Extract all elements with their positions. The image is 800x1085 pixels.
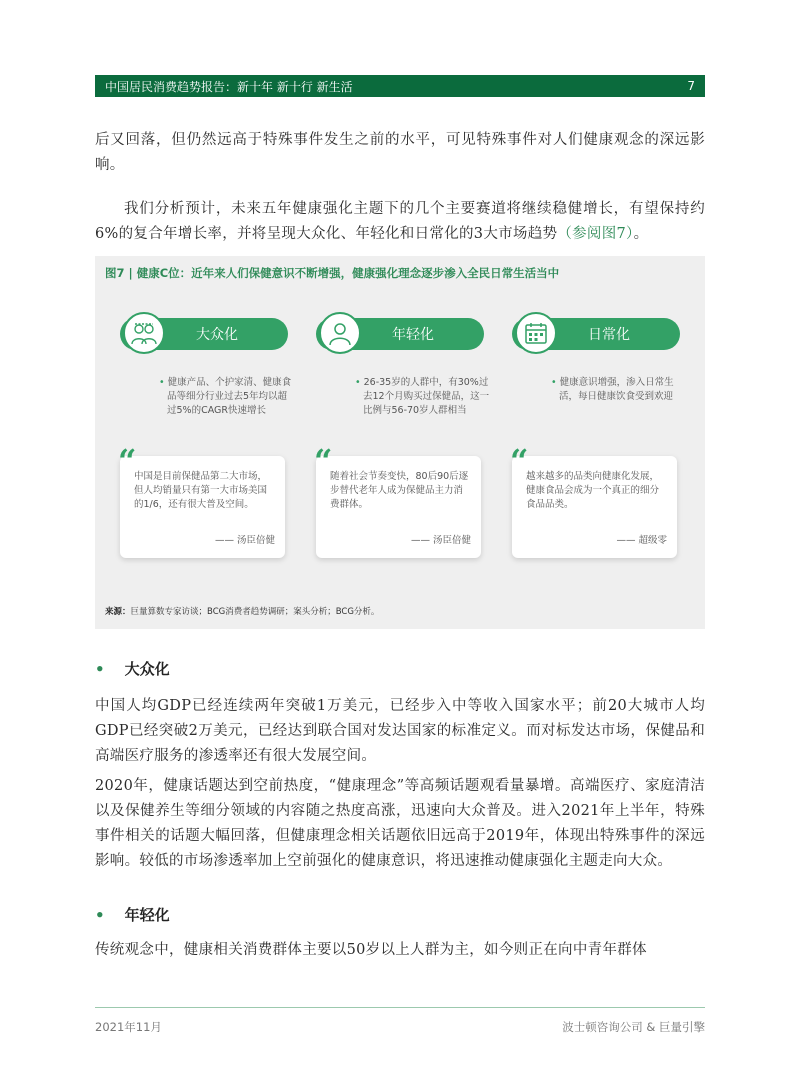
quote-card-1: [118, 442, 285, 558]
footer-divider: [95, 1007, 705, 1008]
intro-paragraph-2-end: 。: [633, 226, 649, 242]
figure-7: [95, 256, 705, 629]
section2-paragraph-1: 传统观念中，健康相关消费群体主要以50岁以上人群为主，如今则正在向中青年群体: [95, 942, 647, 958]
intro-paragraph-2-text: 我们分析预计，未来五年健康强化主题下的几个主要赛道将继续稳健增长，有望保持约6%的复合年增长率，并将呈现大众化、年轻化和日常化的3大市场趋势: [95, 201, 705, 242]
intro-paragraph-1: 后又回落，但仍然远高于特殊事件发生之前的水平，可见特殊事件对人们健康观念的深远影响。: [95, 132, 705, 173]
header-bar: [95, 75, 705, 97]
section-heading-2: • 年轻化: [95, 906, 170, 924]
report-title: 中国居民消费趋势报告：新十年 新十行 新生活: [105, 79, 353, 94]
section1-paragraph-2: 2020年，健康话题达到空前热度，“健康理念”等高频话题观看量暴增。高端医疗、家庭清洁以及保健养生等细分领域的内容随之热度高涨，迅速向大众普及。进入2021年上半年，特殊事件相关的话题大幅回落，但健康理念相关话题依旧远高于2019年，体现出特殊事件的深远影响。较低的市场渗透率加上空前强化的健康意识，将迅速推动健康强化主题走向大众。: [95, 778, 705, 869]
quote-author-2: —— 汤臣倍健: [410, 535, 471, 546]
footer-publisher: 波士顿咨询公司 & 巨量引擎: [562, 1020, 705, 1034]
pill-label-2: 年轻化: [316, 318, 484, 350]
quote-card-3: [510, 442, 677, 558]
pill-label-3: 日常化: [512, 318, 680, 350]
person-icon: [319, 312, 361, 354]
section-heading-1: • 大众化: [95, 660, 170, 678]
quote-text-1: 中国是目前保健品第二大市场，但人均销量只有第一大市场美国的1/6，还有很大普及空间。: [134, 471, 268, 510]
page-number: 7: [687, 79, 695, 93]
bullet-text-3: • 健康意识增强，渗入日常生活，每日健康饮食受到欢迎: [551, 377, 674, 402]
quote-mark-icon: “: [314, 442, 333, 480]
bullet-dot-icon: •: [95, 906, 105, 924]
intro-paragraph-2: [95, 197, 705, 247]
quote-card-2: [314, 442, 481, 558]
quote-text-2: 随着社会节奏变快，80后90后逐步替代老年人成为保健品主力消费群体。: [330, 471, 469, 510]
bullet-text-1: • 健康产品、个护家清、健康食品等细分行业过去5年均以超过5%的CAGR快速增长: [159, 377, 292, 416]
figure-reference-link[interactable]: （参阅图7）: [557, 226, 634, 242]
bullet-text-2: • 26-35岁的人群中，有30%过去12个月购买过保健品，这一比例与56-70岁人群相当: [355, 377, 490, 416]
section1-paragraph-1: 中国人均GDP已经连续两年突破1万美元，已经步入中等收入国家水平；前20大城市人均GDP已经突破2万美元，已经达到联合国对发达国家的标准定义。而对标发达市场，保健品和高端医疗服务的渗透率还有很大发展空间。: [95, 698, 705, 764]
calendar-icon: [515, 312, 557, 354]
quote-author-1: —— 汤臣倍健: [214, 535, 275, 546]
quote-author-3: —— 超级零: [616, 535, 667, 546]
quote-mark-icon: “: [118, 442, 137, 480]
quote-text-3: 越来越多的品类向健康化发展，健康食品会成为一个真正的细分食品品类。: [526, 471, 660, 510]
quote-mark-icon: “: [510, 442, 529, 480]
footer-date: 2021年11月: [95, 1020, 162, 1034]
people-group-icon: [123, 312, 165, 354]
figure-title: 图7 | 健康C位：近年来人们保健意识不断增强，健康强化理念逐步渗入全民日常生活当中: [105, 266, 560, 280]
bullet-dot-icon: •: [95, 660, 105, 678]
pill-label-1: 大众化: [120, 318, 288, 350]
figure-source: 来源：巨量算数专家访谈；BCG消费者趋势调研；案头分析；BCG分析。: [105, 607, 380, 617]
